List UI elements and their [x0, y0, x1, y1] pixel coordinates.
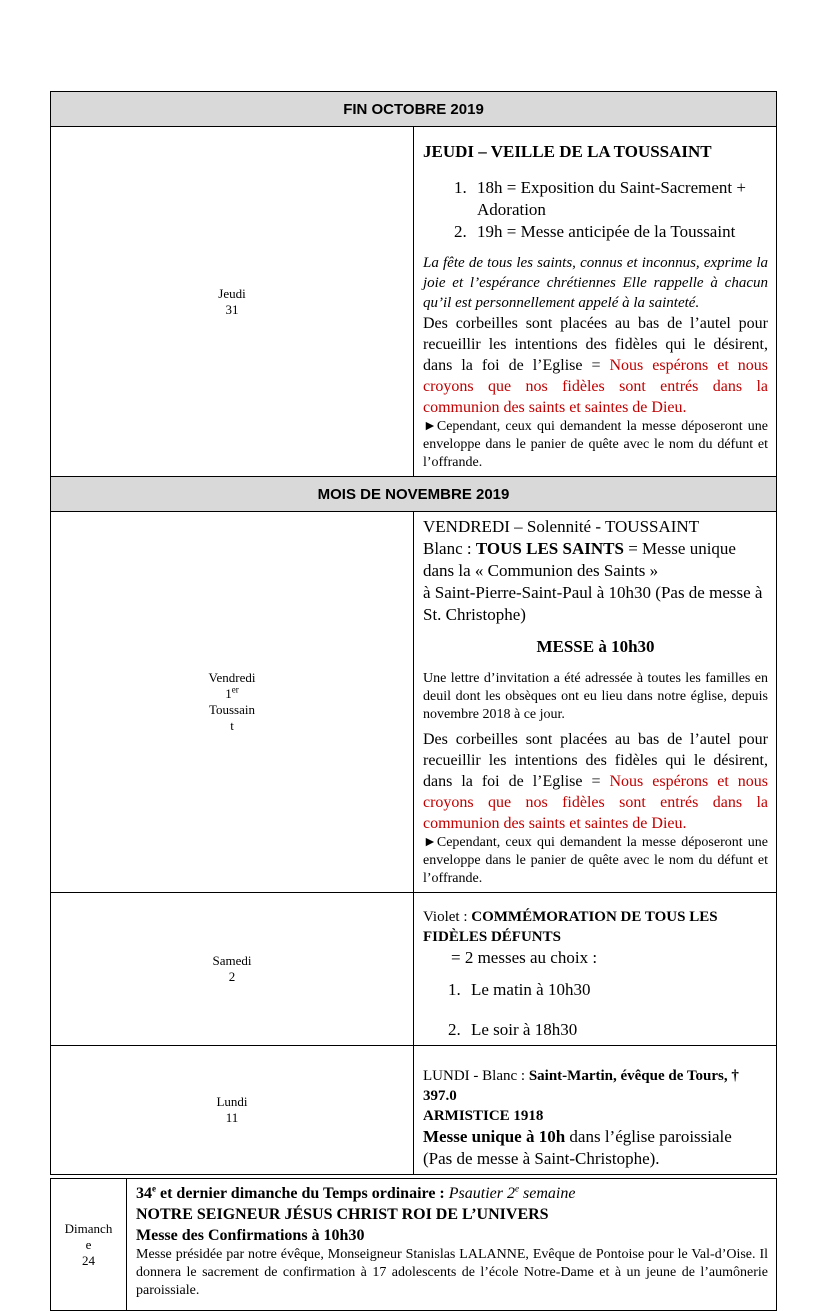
corbeilles-paragraph: [423, 313, 768, 418]
lundi-title: LUNDI - Blanc : Saint-Martin, évêque de Tours, † 397.0: [423, 1068, 739, 1104]
list-item: 1. Le matin à 10h30: [465, 979, 768, 1001]
day-name: Dimanch: [64, 1220, 113, 1236]
day-cell-dimanche-24: [51, 1179, 127, 1311]
content-samedi-2: [414, 893, 777, 1046]
day-date: 2: [228, 969, 236, 984]
christ-roi: NOTRE SEIGNEUR JÉSUS CHRIST ROI DE L’UNIVERS: [136, 1206, 549, 1223]
dimanche-table: [50, 1178, 777, 1311]
day-cell-jeudi-31: [51, 127, 414, 477]
toussaint-quote: La fête de tous les saints, connus et inconnus, exprime la joie et l’espérance chrétiennes Elle rappelle à chacun qu’il est personnellement appelé à la sainteté.: [423, 255, 768, 311]
samedi-title: Violet : COMMÉMORATION DE TOUS LES FIDÈLES DÉFUNTS: [423, 909, 718, 945]
day-name-end: e: [85, 1236, 92, 1252]
toussaint-line2: Blanc : TOUS LES SAINTS = Messe unique dans la « Communion des Saints »: [423, 539, 736, 580]
toussaint-line3: à Saint-Pierre-Saint-Paul à 10h30 (Pas de messe à St. Christophe): [423, 583, 763, 624]
content-lundi-11: [414, 1046, 777, 1175]
corbeilles-red-text: Nous espérons et nous croyons que nos fidèles sont entrés dans la communion des saints et saintes de Dieu.: [423, 357, 768, 416]
confirmations: Messe des Confirmations à 10h30: [136, 1227, 365, 1244]
lundi-messe: Messe unique à 10h dans l’église paroissiale: [423, 1127, 732, 1146]
day-cell-lundi-11: [51, 1046, 414, 1175]
feast-name-end: t: [230, 718, 234, 733]
day-name: Jeudi: [218, 285, 246, 301]
day-name: Lundi: [216, 1094, 248, 1109]
october-header: FIN OCTOBRE 2019: [51, 92, 777, 127]
day-name: Samedi: [212, 953, 252, 968]
day-cell-vendredi-1: [51, 512, 414, 893]
content-jeudi-31: [414, 127, 777, 477]
corbeilles-text: Des corbeilles sont placées au bas de l’autel pour recueillir les intentions des fidèles qui le désirent, dans la foi de l’Eglise =: [423, 315, 768, 374]
event-list: [423, 177, 768, 243]
day-date: 1er: [225, 684, 239, 701]
october-table: [50, 91, 777, 1175]
content-vendredi-1: [414, 512, 777, 893]
november-header: MOIS DE NOVEMBRE 2019: [51, 477, 777, 512]
armistice: ARMISTICE 1918: [423, 1108, 544, 1124]
dimanche-title: 34e et dernier dimanche du Temps ordinaire : Psautier 2e semaine: [136, 1183, 576, 1202]
day-date: 24: [82, 1252, 95, 1268]
feast-name: Toussain: [208, 702, 256, 717]
list-item: 2. 19h = Messe anticipée de la Toussaint: [471, 221, 768, 243]
corbeilles-paragraph: Des corbeilles sont placées au bas de l’autel pour recueillir les intentions des fidèles qui le désirent, dans la foi de l’Eglise = Nous espérons et nous croyons que nos fidèles sont entrés dans la communion des saints et saintes de Dieu.: [423, 731, 768, 832]
toussaint-line1: VENDREDI – Solennité - TOUSSAINT: [423, 517, 700, 536]
day-cell-samedi-2: [51, 893, 414, 1046]
lettre-paragraph: Une lettre d’invitation a été adressée à toutes les familles en deuil dont les obsèques ont eu lieu dans notre église, depuis novembre 2018 à ce jour.: [423, 671, 768, 722]
enveloppe-note: ►Cependant, ceux qui demandent la messe déposeront une enveloppe dans le panier de quête avec le nom du défunt et l’offrande.: [423, 835, 768, 886]
list-item: 1. 18h = Exposition du Saint-Sacrement + Adoration: [471, 177, 768, 221]
day-date: 11: [225, 1110, 239, 1125]
day-name: Vendredi: [208, 670, 256, 685]
dimanche-text: Messe présidée par notre évêque, Monseigneur Stanislas LALANNE, Evêque de Pontoise pour le Val-d’Oise. Il donnera le sacrement de confirmation à 17 adolescents de l’école Notre-Dame et à un jeune de l’aumônerie paroissiale.: [136, 1247, 768, 1298]
messe-heading: MESSE à 10h30: [536, 637, 655, 656]
samedi-choix: = 2 messes au choix :: [451, 948, 598, 967]
event-title: JEUDI – VEILLE DE LA TOUSSAINT: [423, 142, 712, 161]
list-item: 2. Le soir à 18h30: [465, 1019, 768, 1041]
samedi-list: [423, 979, 768, 1041]
day-date: 31: [225, 301, 239, 317]
enveloppe-note: ►Cependant, ceux qui demandent la messe déposeront une enveloppe dans le panier de quête avec le nom du défunt et l’offrande.: [423, 419, 768, 470]
lundi-pas: (Pas de messe à Saint-Christophe).: [423, 1149, 660, 1168]
content-dimanche-24: [127, 1179, 777, 1311]
schedule-sheet: [50, 91, 777, 1311]
